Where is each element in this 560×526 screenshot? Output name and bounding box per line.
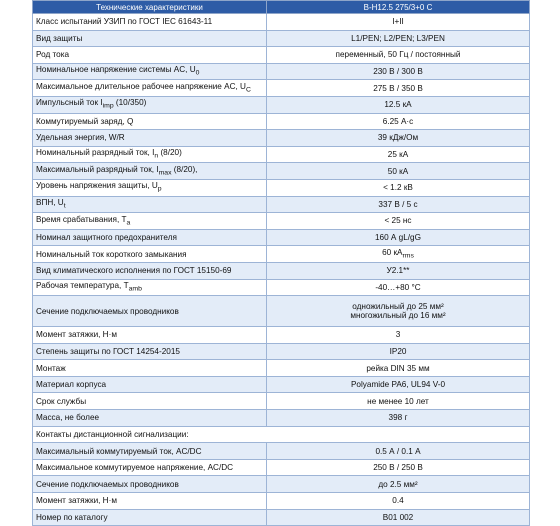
spec-value: 50 кА: [267, 163, 530, 180]
spec-label: Степень защиты по ГОСТ 14254-2015: [33, 343, 267, 360]
table-row: [33, 376, 530, 393]
table-row: [33, 179, 530, 196]
spec-label-subscript: imp: [102, 103, 114, 111]
spec-label-subscript: p: [157, 186, 162, 194]
spec-label: Материал корпуса: [33, 376, 267, 393]
spec-label: Сечение подключаемых проводников: [33, 296, 267, 327]
spec-label: [33, 213, 267, 230]
table-row: [33, 493, 530, 510]
spec-label: Сечение подключаемых проводников: [33, 476, 267, 493]
spec-label: Максимальное коммутируемое напряжение, AC/DC: [33, 459, 267, 476]
spec-label-subscript: 0: [195, 69, 200, 77]
table-row: [33, 246, 530, 263]
table-row: [33, 459, 530, 476]
spec-label-subscript: C: [245, 86, 251, 94]
spec-label-subscript: max: [158, 169, 172, 177]
spec-value: B01 002: [267, 509, 530, 526]
spec-label: Класс испытаний УЗИП по ГОСТ IEC 61643-11: [33, 14, 267, 31]
spec-value: IP20: [267, 343, 530, 360]
spec-value: 398 г: [267, 410, 530, 427]
spec-value: 39 кДж/Ом: [267, 130, 530, 147]
spec-label: [33, 163, 267, 180]
spec-label: Масса, не более: [33, 410, 267, 427]
spec-label-text: Время срабатывания, T: [36, 214, 127, 224]
spec-value: 230 В / 300 В: [267, 63, 530, 80]
spec-label: [33, 279, 267, 296]
spec-label: Момент затяжки, Н·м: [33, 493, 267, 510]
spec-label: Номер по каталогу: [33, 509, 267, 526]
spec-label-text: Рабочая температура, T: [36, 280, 129, 290]
table-row: [33, 509, 530, 526]
table-row: [33, 296, 530, 327]
spec-label-suffix: (8/20),: [171, 164, 198, 174]
table-row: [33, 426, 530, 443]
spec-value: 0.5 А / 0.1 А: [267, 443, 530, 460]
spec-table-container: [32, 0, 529, 526]
table-row: [33, 80, 530, 97]
table-row: [33, 476, 530, 493]
spec-table-body: [33, 14, 530, 526]
table-row: [33, 360, 530, 377]
table-row: [33, 443, 530, 460]
table-row: [33, 163, 530, 180]
spec-label-subscript: a: [126, 219, 131, 227]
spec-value: [267, 296, 530, 327]
spec-label-suffix: (10/350): [113, 98, 147, 108]
table-row: [33, 279, 530, 296]
spec-value: 250 В / 250 В: [267, 459, 530, 476]
table-row: [33, 30, 530, 47]
spec-value: 160 А gL/gG: [267, 229, 530, 246]
spec-label-text: Номинальное напряжение системы AC, U: [36, 65, 196, 75]
table-row: [33, 343, 530, 360]
spec-label-subscript: n: [154, 152, 159, 160]
spec-label-text: Номинальный разрядный ток, I: [36, 148, 155, 158]
spec-label: [33, 196, 267, 213]
spec-value: переменный, 50 Гц / постоянный: [267, 47, 530, 64]
spec-value: Polyamide PA6, UL94 V-0: [267, 376, 530, 393]
spec-value: 12.5 кА: [267, 96, 530, 113]
spec-value-text: 60 кА: [382, 247, 403, 257]
spec-value: < 1.2 кВ: [267, 179, 530, 196]
spec-label-subscript: amb: [128, 285, 142, 293]
table-row: [33, 393, 530, 410]
spec-value: до 2.5 мм²: [267, 476, 530, 493]
spec-label: [33, 80, 267, 97]
spec-label: Монтаж: [33, 360, 267, 377]
spec-label-text: Уровень напряжения защиты, U: [36, 181, 158, 191]
table-row: [33, 327, 530, 344]
table-row: [33, 113, 530, 130]
spec-label: Контакты дистанционной сигнализации:: [33, 426, 530, 443]
spec-value: 3: [267, 327, 530, 344]
spec-label: Номинальный ток короткого замыкания: [33, 246, 267, 263]
header-characteristics: Технические характеристики: [33, 1, 267, 14]
spec-label: Вид защиты: [33, 30, 267, 47]
spec-label: Срок службы: [33, 393, 267, 410]
spec-label: [33, 96, 267, 113]
spec-label: Удельная энергия, W/R: [33, 130, 267, 147]
table-row: [33, 130, 530, 147]
spec-label-text: ВПН, U: [36, 198, 64, 207]
spec-table: [32, 0, 530, 526]
table-row: [33, 196, 530, 213]
table-row: [33, 63, 530, 80]
table-row: [33, 146, 530, 163]
spec-label: [33, 179, 267, 196]
spec-label: Номинал защитного предохранителя: [33, 229, 267, 246]
spec-value: У2.1**: [267, 262, 530, 279]
spec-value-line: многожильный до 16 мм²: [350, 311, 446, 321]
spec-value: рейка DIN 35 мм: [267, 360, 530, 377]
spec-value: [267, 246, 530, 263]
spec-value: I+II: [267, 14, 530, 31]
spec-value: 0.4: [267, 493, 530, 510]
spec-label-suffix: (8/20): [158, 148, 182, 158]
table-row: [33, 229, 530, 246]
table-header-row: [33, 1, 530, 14]
spec-label: [33, 63, 267, 80]
spec-value: L1/PEN; L2/PEN; L3/PEN: [267, 30, 530, 47]
spec-value: -40…+80 °C: [267, 279, 530, 296]
spec-value-subscript: rms: [402, 252, 414, 260]
spec-label: Род тока: [33, 47, 267, 64]
spec-label-subscript: t: [63, 202, 66, 210]
spec-label: Коммутируемый заряд, Q: [33, 113, 267, 130]
spec-value: 337 В / 5 с: [267, 196, 530, 213]
spec-label-text: Максимальное длительное рабочее напряжение AC, U: [36, 81, 246, 91]
table-row: [33, 47, 530, 64]
spec-label: Максимальный коммутируемый ток, AC/DC: [33, 443, 267, 460]
spec-label-text: Максимальный разрядный ток, I: [36, 164, 159, 174]
header-model: B-H12.5 275/3+0 C: [267, 1, 530, 14]
spec-value: 25 кА: [267, 146, 530, 163]
table-row: [33, 213, 530, 230]
spec-value: не менее 10 лет: [267, 393, 530, 410]
table-row: [33, 410, 530, 427]
table-row: [33, 262, 530, 279]
spec-label: [33, 146, 267, 163]
spec-value: 275 В / 350 В: [267, 80, 530, 97]
spec-label: Вид климатического исполнения по ГОСТ 15150-69: [33, 262, 267, 279]
spec-value-line: одножильный до 25 мм²: [352, 302, 444, 312]
spec-value: 6.25 А·с: [267, 113, 530, 130]
table-row: [33, 14, 530, 31]
spec-label-text: Импульсный ток I: [36, 98, 103, 108]
spec-label: Момент затяжки, Н·м: [33, 327, 267, 344]
spec-value: < 25 нс: [267, 213, 530, 230]
table-row: [33, 96, 530, 113]
